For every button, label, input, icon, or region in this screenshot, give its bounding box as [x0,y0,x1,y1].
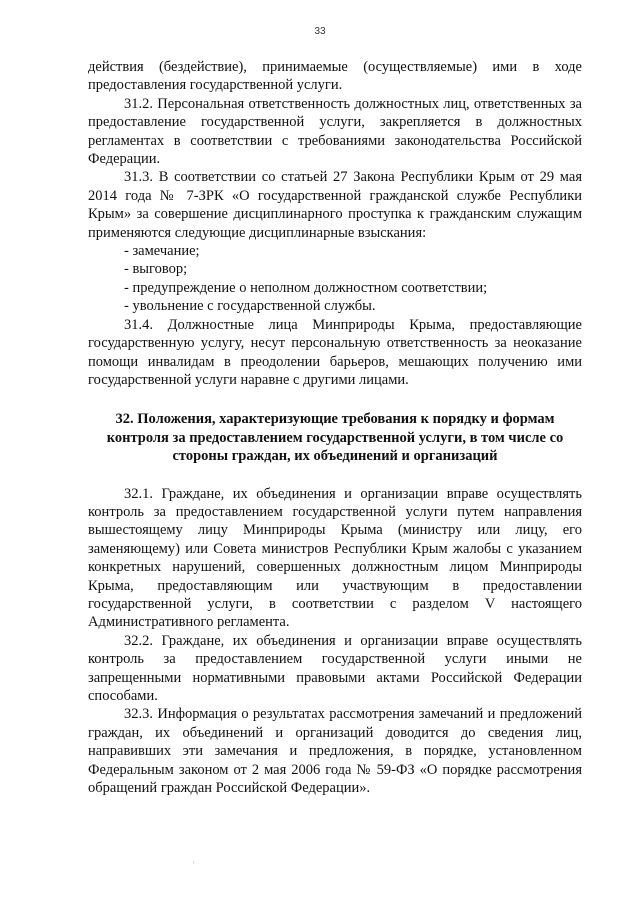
document-body [88,58,582,797]
paragraph: 31.3. В соответствии со статьей 27 Закона Республики Крым от 29 мая 2014 года № 7-ЗРК «О государственной гражданской службе Республики Крым» за совершение дисциплинарного проступка к гражданским служащим применяются следующие дисциплинарные взыскания: [88,169,582,241]
paragraph: 32.3. Информация о результатах рассмотрения замечаний и предложений граждан, их объединений и организаций доводится до сведения лиц, направивших эти замечания и предложения, в порядке, установленном Федеральным законом от 2 мая 2006 года № 59-ФЗ «О порядке рассмотрения обращений граждан Российской Федерации». [88,706,582,797]
list-item: - выговор; [124,261,188,278]
list-item: - предупреждение о неполном должностном соответствии; [124,279,488,296]
paragraph: 32.1. Граждане, их объединения и организации вправе осуществлять контроль за предоставлением государственной услуги путем направления вышестоящему лицу Минприроды Крыма (министру или лицу, его заменяющему) или Совета министров Республики Крым жалобы с указанием конкретных нарушений, совершенных должностным лицом Минприроды Крыма, предоставляющим или участвующим в предоставлении государственной услуги, в соответствии с разделом V настоящего Административного регламента. [88,485,582,631]
section-heading: 32. Положения, характеризующие требования к порядку и формам контроля за предоставлением государственной услуги, в том числе со стороны граждан, их объединений и организаций [106,411,564,465]
list-item: - увольнение с государственной службы. [124,298,376,315]
paragraph-group-section-31 [88,58,582,389]
scan-mark: ' [193,860,195,870]
paragraph-group-section-32 [88,485,582,798]
paragraph: действия (бездействие), принимаемые (осуществляемые) ими в ходе предоставления государственной услуги. [88,59,582,94]
paragraph: 32.2. Граждане, их объединения и организации вправе осуществлять контроль за предоставлением государственной услуги иными не запрещенными нормативными правовыми актами Российской Федерации способами. [88,632,582,704]
paragraph: 31.2. Персональная ответственность должностных лиц, ответственных за предоставление государственной услуги, закрепляется в должностных регламентах в соответствии с требованиями законодательства Российской Федерации. [88,95,582,168]
paragraph: 31.4. Должностные лица Минприроды Крыма, предоставляющие государственную услугу, несут персональную ответственность за неоказание помощи инвалидам в преодолении барьеров, мешающих получению ими государственной услуги наравне с другими лицами. [88,316,582,388]
page-number: 33 [314,26,326,37]
list-item: - замечание; [124,243,200,260]
